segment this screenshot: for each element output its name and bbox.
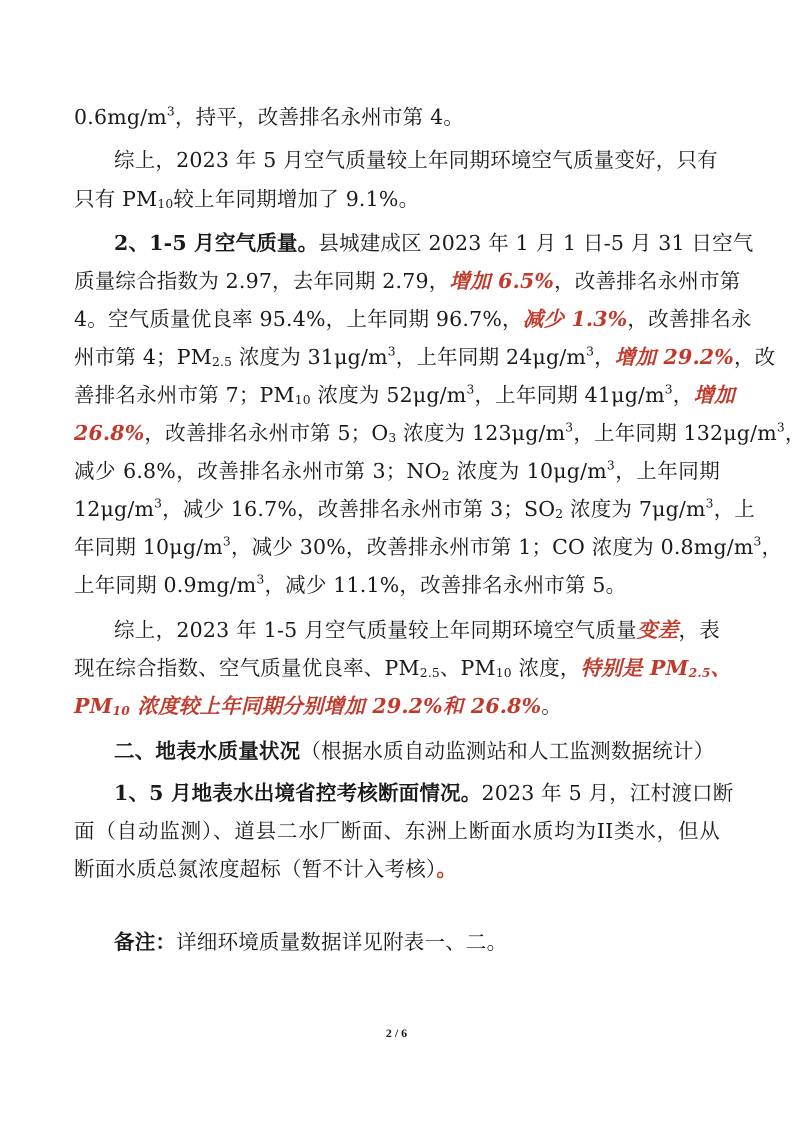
p3-line-9 xyxy=(74,530,783,564)
p4-line-3 xyxy=(74,689,720,723)
highlight: 增加 6.5% xyxy=(449,269,555,293)
text: 浓度为 10μg/m xyxy=(449,459,607,483)
p6-line-1 xyxy=(114,776,734,810)
text: 浓度， xyxy=(511,656,581,680)
text: 浓度为 7μg/m xyxy=(563,497,706,521)
text: 断面水质总氮浓度超标（暂不计入考核） xyxy=(74,857,437,881)
text: 质量综合指数为 2.97，去年同期 2.79， xyxy=(74,269,450,293)
text: ，改善排名永州市第 5；O xyxy=(144,421,389,445)
text: 浓度为 31μg/m xyxy=(232,345,388,369)
p3-line-5 xyxy=(74,378,735,412)
text: （根据水质自动监测站和人工监测数据统计） xyxy=(300,739,715,763)
text: 浓度为 123μg/m xyxy=(396,421,566,445)
section-heading: 1、5 月地表水出境省控考核断面情况。 xyxy=(114,781,482,805)
p6-line-2 xyxy=(74,814,720,848)
text: ， xyxy=(784,421,806,445)
superscript: 3 xyxy=(466,382,475,397)
p3-line-7 xyxy=(74,454,720,488)
text: 、PM xyxy=(439,656,496,680)
superscript: 3 xyxy=(776,420,785,435)
highlight: 26.8% xyxy=(74,421,145,445)
text: 0.6mg/m xyxy=(74,105,167,129)
text: ， xyxy=(672,383,694,407)
subscript: 2 xyxy=(441,468,450,483)
p2-line-2 xyxy=(74,182,720,216)
text: 州市第 4；PM xyxy=(74,345,212,369)
subscript: 10 xyxy=(157,196,174,211)
text: 。 xyxy=(541,694,562,718)
text: 减少 6.8%，改善排名永州市第 3；NO xyxy=(74,459,442,483)
text: 较上年同期增加了 9.1%。 xyxy=(173,187,420,211)
superscript: 3 xyxy=(256,572,265,587)
highlight: 增加 29.2% xyxy=(614,345,734,369)
text: 面（自动监测）、道县二水厂断面、东洲上断面水质均为II类水，但从 xyxy=(74,819,720,843)
p3-line-6 xyxy=(74,416,806,450)
superscript: 3 xyxy=(565,420,574,435)
text: 综上，2023 年 1-5 月空气质量较上年同期环境空气质量 xyxy=(114,618,637,642)
text: 12μg/m xyxy=(74,497,155,521)
superscript: 3 xyxy=(586,344,595,359)
subscript: 2 xyxy=(555,506,564,521)
text: ，改善排名永州市第 xyxy=(554,269,741,293)
text: ，上年同期 41μg/m xyxy=(474,383,665,407)
text: 详细环境质量数据详见附表一、二。 xyxy=(176,930,508,954)
subscript: 10 xyxy=(112,702,131,718)
text: ，改善排名永 xyxy=(627,307,752,331)
superscript: 3 xyxy=(705,496,714,511)
text: ，减少 11.1%，改善排名永州市第 5。 xyxy=(264,573,627,597)
text: ，持平，改善排名永州市第 4。 xyxy=(174,105,465,129)
superscript: 3 xyxy=(387,344,396,359)
superscript: 3 xyxy=(664,382,673,397)
note-heading: 备注： xyxy=(114,930,177,954)
subscript: 10 xyxy=(294,392,311,407)
text: 浓度为 52μg/m xyxy=(310,383,467,407)
superscript: 3 xyxy=(222,534,231,549)
p6-line-3 xyxy=(74,852,720,886)
highlight: 变差 xyxy=(636,618,679,642)
highlight: 减少 1.3% xyxy=(522,307,628,331)
p3-line-8 xyxy=(74,492,756,526)
note xyxy=(114,925,720,959)
p3-line-2 xyxy=(74,264,741,298)
p3-line-3 xyxy=(74,302,752,336)
p4-line-1 xyxy=(114,613,720,647)
text: ，上年同期 xyxy=(614,459,720,483)
section-heading: 二、地表水质量状况 xyxy=(114,739,301,763)
highlight: 特别是 PM xyxy=(580,656,689,680)
subscript: 2.5 xyxy=(688,664,711,680)
superscript: 3 xyxy=(166,104,175,119)
text: ，表 xyxy=(678,618,720,642)
text: 只有 PM xyxy=(74,187,158,211)
highlight: 、 xyxy=(710,656,732,680)
text: 4。空气质量优良率 95.4%，上年同期 96.7%， xyxy=(74,307,523,331)
text: ，上年同期 24μg/m xyxy=(395,345,587,369)
text: ，减少 30%，改善排永州市第 1；CO 浓度为 0.8mg/m xyxy=(230,535,754,559)
text: 上年同期 0.9mg/m xyxy=(74,573,257,597)
text: ， xyxy=(761,535,783,559)
p1-line-1 xyxy=(74,100,720,134)
highlight: PM xyxy=(74,694,113,718)
text: ， xyxy=(594,345,615,369)
subscript: 2.5 xyxy=(211,354,233,369)
subscript: 3 xyxy=(388,430,397,445)
text: 2023 年 5 月，江村渡口断 xyxy=(481,781,734,805)
superscript: 3 xyxy=(753,534,762,549)
text: ，改 xyxy=(733,345,776,369)
text: ，上年同期 132μg/m xyxy=(573,421,777,445)
p3-line-4 xyxy=(74,340,776,374)
p4-line-2 xyxy=(74,651,732,685)
section-2-heading xyxy=(114,734,720,768)
highlight: 。 xyxy=(436,857,458,881)
text: 县城建成区 2023 年 1 月 1 日-5 月 31 日空气 xyxy=(318,231,754,255)
p3-line-10 xyxy=(74,568,720,602)
superscript: 3 xyxy=(154,496,163,511)
subscript: 10 xyxy=(495,665,512,680)
text: 善排名永州市第 7；PM xyxy=(74,383,295,407)
text: 年同期 10μg/m xyxy=(74,535,223,559)
page-number: 2 / 6 xyxy=(385,1026,408,1040)
text: 现在综合指数、空气质量优良率、PM xyxy=(74,656,420,680)
superscript: 3 xyxy=(606,458,615,473)
text: ，上 xyxy=(713,497,756,521)
highlight: 浓度较上年同期分别增加 29.2%和 26.8% xyxy=(130,694,542,718)
p3-line-1 xyxy=(114,226,754,260)
section-heading: 2、1-5 月空气质量。 xyxy=(114,231,319,255)
text: 综上，2023 年 5 月空气质量较上年同期环境空气质量变好，只有 xyxy=(114,148,718,172)
subscript: 2.5 xyxy=(419,665,440,680)
highlight: 增加 xyxy=(693,383,735,407)
text: ，减少 16.7%，改善排名永州市第 3；SO xyxy=(162,497,556,521)
p2-line-1 xyxy=(114,143,720,177)
